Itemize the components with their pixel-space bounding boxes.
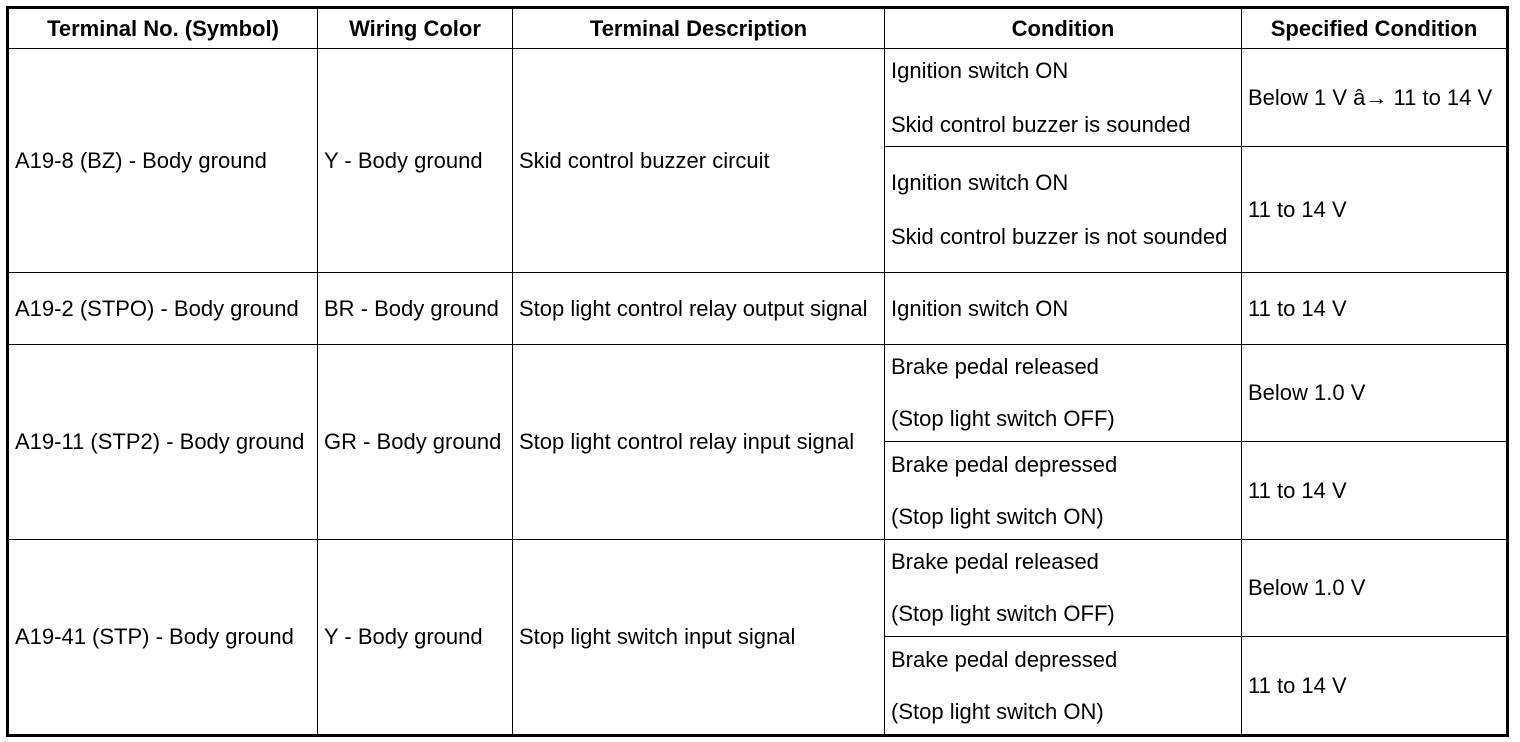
header-wiring-color: Wiring Color — [318, 8, 513, 49]
terminal-cell: A19-41 (STP) - Body ground — [8, 540, 318, 736]
specified-condition-cell: Below 1 V â→ 11 to 14 V — [1242, 49, 1508, 147]
condition-line: (Stop light switch OFF) — [891, 406, 1115, 431]
specified-condition-cell: 11 to 14 V — [1242, 637, 1508, 736]
table-row — [8, 49, 1508, 147]
condition-line: (Stop light switch ON) — [891, 503, 1104, 529]
description-cell: Stop light switch input signal — [513, 540, 885, 736]
header-condition: Condition — [885, 8, 1242, 49]
header-terminal-description: Terminal Description — [513, 8, 885, 49]
condition-line: (Stop light switch OFF) — [891, 601, 1115, 626]
description-cell: Skid control buzzer circuit — [513, 49, 885, 273]
specified-condition-cell: Below 1.0 V — [1242, 540, 1508, 637]
header-specified-condition: Specified Condition — [1242, 8, 1508, 49]
wiring-color-cell: BR - Body ground — [318, 273, 513, 345]
terminal-cell: A19-8 (BZ) - Body ground — [8, 49, 318, 273]
table-row — [8, 273, 1508, 345]
terminal-cell: A19-2 (STPO) - Body ground — [8, 273, 318, 345]
condition-line: Skid control buzzer is sounded — [891, 111, 1191, 137]
specified-condition-cell: Below 1.0 V — [1242, 345, 1508, 442]
condition-cell — [885, 442, 1242, 540]
wiring-color-cell: Y - Body ground — [318, 49, 513, 273]
condition-cell — [885, 637, 1242, 736]
terminal-cell: A19-11 (STP2) - Body ground — [8, 345, 318, 540]
condition-line: Brake pedal depressed — [891, 646, 1118, 672]
condition-line: Brake pedal released — [891, 354, 1099, 379]
specified-condition-cell: 11 to 14 V — [1242, 147, 1508, 273]
condition-line: Ignition switch ON — [891, 57, 1069, 83]
specified-condition-cell: 11 to 14 V — [1242, 273, 1508, 345]
table-row — [8, 540, 1508, 637]
condition-cell: Ignition switch ON — [885, 273, 1242, 345]
condition-cell — [885, 49, 1242, 147]
condition-line: Brake pedal released — [891, 549, 1099, 574]
header-terminal: Terminal No. (Symbol) — [8, 8, 318, 49]
condition-line: Brake pedal depressed — [891, 451, 1118, 477]
header-row — [8, 8, 1508, 49]
table-row — [8, 345, 1508, 442]
specified-condition-cell: 11 to 14 V — [1242, 442, 1508, 540]
description-cell: Stop light control relay output signal — [513, 273, 885, 345]
condition-line: Skid control buzzer is not sounded — [891, 223, 1228, 249]
terminal-spec-table — [6, 6, 1509, 737]
condition-cell — [885, 345, 1242, 442]
condition-cell — [885, 147, 1242, 273]
wiring-color-cell: Y - Body ground — [318, 540, 513, 736]
condition-line: (Stop light switch ON) — [891, 698, 1104, 724]
condition-line: Ignition switch ON — [891, 169, 1069, 195]
condition-cell — [885, 540, 1242, 637]
wiring-color-cell: GR - Body ground — [318, 345, 513, 540]
description-cell: Stop light control relay input signal — [513, 345, 885, 540]
